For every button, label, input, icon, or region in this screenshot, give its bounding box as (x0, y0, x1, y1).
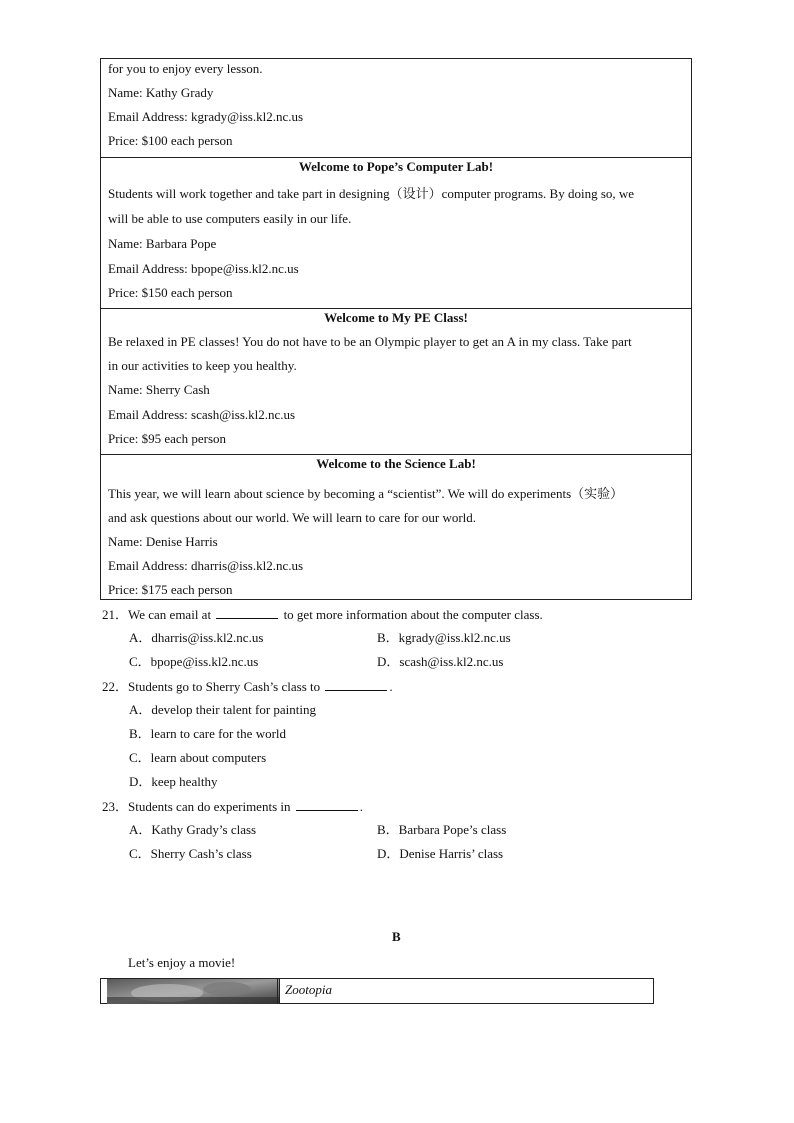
option-a[interactable]: A．dharris@iss.kl2.nc.us (129, 630, 264, 645)
teacher-name: Name: Denise Harris (108, 534, 218, 549)
option-d[interactable]: D．Denise Harris’ class (377, 846, 504, 861)
teacher-name: Name: Kathy Grady (108, 85, 214, 100)
option-c[interactable]: C．bpope@iss.kl2.nc.us (129, 654, 259, 669)
movie-table (100, 978, 654, 1004)
class-description: in our activities to keep you healthy. (108, 358, 297, 373)
question-number: 22． (102, 679, 129, 694)
option-a[interactable]: A．develop their talent for painting (129, 702, 317, 717)
price: Price: $150 each person (108, 285, 233, 300)
row-divider (101, 454, 691, 455)
class-line: for you to enjoy every lesson. (108, 61, 263, 76)
class-title-pe-class: Welcome to My PE Class! (324, 310, 468, 325)
cell-divider (277, 979, 278, 1004)
teacher-name: Name: Barbara Pope (108, 236, 217, 251)
class-description: This year, we will learn about science by becoming a “scientist”. We will do experiments（实验） (108, 486, 624, 501)
section-heading: B (392, 929, 401, 944)
class-description: will be able to use computers easily in our life. (108, 211, 352, 226)
row-divider (101, 308, 691, 309)
answer-blank (325, 678, 387, 691)
question-number: 23． (102, 799, 129, 814)
email-address: Email Address: bpope@iss.kl2.nc.us (108, 261, 299, 276)
price: Price: $175 each person (108, 582, 233, 597)
row-divider (101, 157, 691, 158)
email-address: Email Address: scash@iss.kl2.nc.us (108, 407, 296, 422)
section-intro: Let’s enjoy a movie! (128, 955, 236, 970)
question-number: 21． (102, 607, 129, 622)
class-title-computer-lab: Welcome to Pope’s Computer Lab! (298, 159, 494, 174)
question-22 (102, 678, 393, 695)
class-description: Be relaxed in PE classes! You do not have to be an Olympic player to get an A in my class. Take part (108, 334, 632, 349)
answer-blank (296, 798, 358, 811)
price: Price: $95 each person (108, 431, 227, 446)
option-d[interactable]: D．keep healthy (129, 774, 218, 789)
option-b[interactable]: B．learn to care for the world (129, 726, 287, 741)
class-title-science-lab: Welcome to the Science Lab! (316, 456, 476, 471)
question-text-before: Students can do experiments in (128, 799, 291, 814)
price: Price: $100 each person (108, 133, 233, 148)
option-b[interactable]: B．kgrady@iss.kl2.nc.us (377, 630, 511, 645)
teacher-name: Name: Sherry Cash (108, 382, 210, 397)
answer-blank (216, 606, 278, 619)
option-b[interactable]: B．Barbara Pope’s class (377, 822, 507, 837)
class-description: Students will work together and take part in designing（设计）computer programs. By doing so, we (108, 186, 635, 201)
movie-poster-icon (107, 979, 279, 1004)
question-23 (102, 798, 363, 815)
email-address: Email Address: dharris@iss.kl2.nc.us (108, 558, 304, 573)
question-text-before: We can email at (128, 607, 212, 622)
classes-table (100, 58, 692, 600)
question-text-before: Students go to Sherry Cash’s class to (128, 679, 321, 694)
option-c[interactable]: C．learn about computers (129, 750, 267, 765)
movie-title: Zootopia (285, 982, 332, 997)
movie-poster-image (107, 979, 280, 1004)
option-c[interactable]: C．Sherry Cash’s class (129, 846, 252, 861)
class-description: and ask questions about our world. We will learn to care for our world. (108, 510, 477, 525)
email-address: Email Address: kgrady@iss.kl2.nc.us (108, 109, 304, 124)
question-text-after: . (359, 799, 363, 814)
question-21 (102, 606, 543, 623)
option-d[interactable]: D．scash@iss.kl2.nc.us (377, 654, 504, 669)
question-text-after: to get more information about the computer class. (283, 607, 543, 622)
option-a[interactable]: A．Kathy Grady’s class (129, 822, 257, 837)
question-text-after: . (389, 679, 393, 694)
